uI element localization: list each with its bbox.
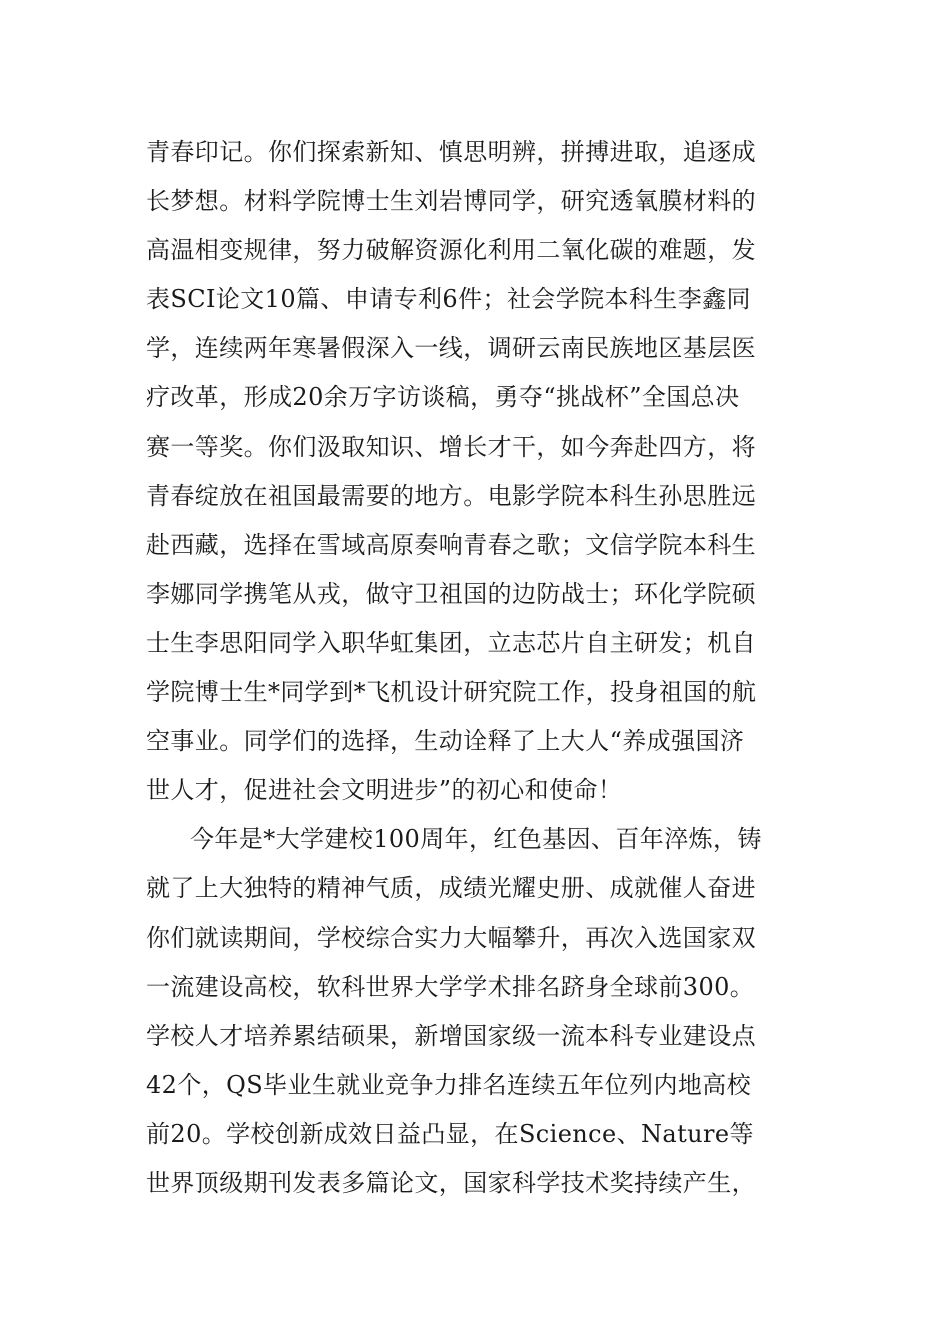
paragraph-2	[146, 815, 816, 1208]
text-line: 世界顶级期刊发表多篇论文，国家科学技术奖持续产生，	[146, 1168, 756, 1197]
text-line: 今年是*大学建校100周年，红色基因、百年淬炼，铸	[190, 825, 762, 854]
text-line: 长梦想。材料学院博士生刘岩博同学，研究透氧膜材料的	[146, 187, 756, 216]
text-line: 世人才，促进社会文明进步”的初心和使命！	[146, 776, 623, 805]
document-body	[146, 128, 816, 1208]
text-line: 前20。学校创新成效日益凸显，在Science、Nature等	[146, 1119, 754, 1148]
text-line: 学院博士生*同学到*飞机设计研究院工作，投身祖国的航	[146, 678, 757, 707]
text-line: 青春印记。你们探索新知、慎思明辨，拼搏进取，追逐成	[146, 138, 756, 166]
text-line: 你们就读期间，学校综合实力大幅攀升，再次入选国家双	[146, 923, 756, 952]
text-line: 青春绽放在祖国最需要的地方。电影学院本科生孙思胜远	[146, 481, 756, 510]
text-line: 士生李思阳同学入职华虹集团，立志芯片自主研发；机自	[146, 628, 756, 657]
text-line: 就了上大独特的精神气质，成绩光耀史册、成就催人奋进	[146, 874, 756, 903]
text-line: 42个，QS毕业生就业竞争力排名连续五年位列内地高校	[146, 1070, 752, 1099]
text-line: 高温相变规律，努力破解资源化利用二氧化碳的难题，发	[146, 236, 756, 265]
paragraph-1	[146, 128, 816, 815]
text-line: 表SCI论文10篇、申请专利6件；社会学院本科生李鑫同	[146, 285, 751, 314]
text-line: 空事业。同学们的选择，生动诠释了上大人“养成强国济	[146, 727, 745, 756]
text-line: 学，连续两年寒暑假深入一线，调研云南民族地区基层医	[146, 334, 756, 363]
text-line: 李娜同学携笔从戎，做守卫祖国的边防战士；环化学院硕	[146, 579, 756, 608]
text-line: 赛一等奖。你们汲取知识、增长才干，如今奔赴四方，将	[146, 432, 756, 461]
text-line: 学校人才培养累结硕果，新增国家级一流本科专业建设点	[146, 1021, 756, 1050]
text-line: 疗改革，形成20余万字访谈稿，勇夺“挑战杯”全国总决	[146, 383, 740, 412]
text-line: 赴西藏，选择在雪域高原奏响青春之歌；文信学院本科生	[146, 530, 756, 559]
text-line: 一流建设高校，软科世界大学学术排名跻身全球前300。	[146, 972, 755, 1001]
